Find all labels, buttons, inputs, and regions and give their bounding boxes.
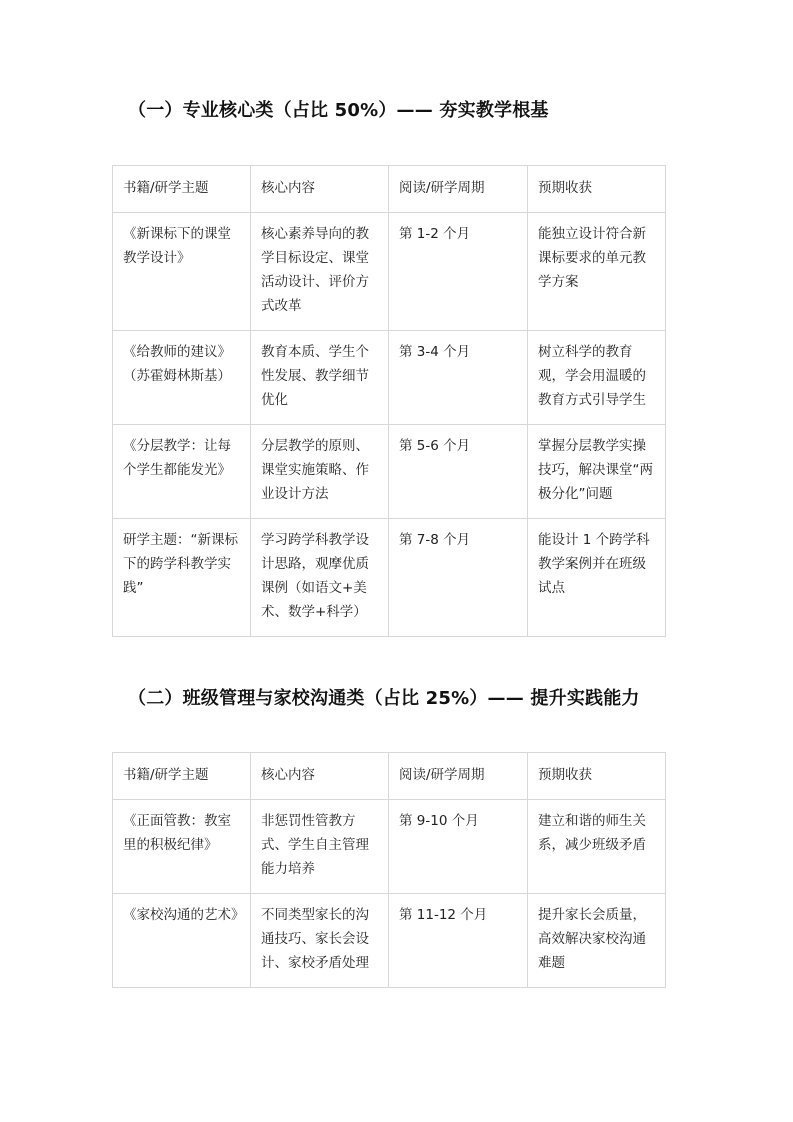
reading-plan-table-professional: [112, 165, 666, 637]
cell-content: 核心素养导向的教学目标设定、课堂活动设计、评价方式改革: [251, 213, 389, 331]
cell-outcome: 树立科学的教育观，学会用温暖的教育方式引导学生: [528, 331, 666, 425]
table-row: [113, 894, 666, 988]
header-cell-outcome: 预期收获: [528, 166, 666, 213]
cell-content: 学习跨学科教学设计思路，观摩优质课例（如语文+美术、数学+科学）: [251, 519, 389, 637]
section-heading-professional-core: （一）专业核心类（占比 50%）—— 夯实教学根基: [128, 100, 549, 121]
reading-plan-table-class-management: [112, 752, 666, 988]
cell-period: 第 1-2 个月: [389, 213, 528, 331]
cell-outcome: 提升家长会质量，高效解决家校沟通难题: [528, 894, 666, 988]
cell-outcome: 能设计 1 个跨学科教学案例并在班级试点: [528, 519, 666, 637]
section-heading-class-management: （二）班级管理与家校沟通类（占比 25%）—— 提升实践能力: [128, 688, 640, 709]
table-row: [113, 425, 666, 519]
header-cell-topic: 书籍/研学主题: [113, 166, 251, 213]
cell-content: 分层教学的原则、课堂实施策略、作业设计方法: [251, 425, 389, 519]
cell-content: 非惩罚性管教方式、学生自主管理能力培养: [251, 800, 389, 894]
cell-outcome: 能独立设计符合新课标要求的单元教学方案: [528, 213, 666, 331]
cell-topic: 《分层教学：让每个学生都能发光》: [113, 425, 251, 519]
table-header-row: [113, 166, 666, 213]
table-row: [113, 213, 666, 331]
table-row: [113, 800, 666, 894]
cell-topic: 研学主题：“新课标下的跨学科教学实践”: [113, 519, 251, 637]
cell-topic: 《给教师的建议》（苏霍姆林斯基）: [113, 331, 251, 425]
cell-topic: 《家校沟通的艺术》: [113, 894, 251, 988]
cell-outcome: 建立和谐的师生关系，减少班级矛盾: [528, 800, 666, 894]
cell-outcome: 掌握分层教学实操技巧，解决课堂“两极分化”问题: [528, 425, 666, 519]
cell-period: 第 9-10 个月: [389, 800, 528, 894]
header-cell-topic: 书籍/研学主题: [113, 753, 251, 800]
cell-period: 第 11-12 个月: [389, 894, 528, 988]
header-cell-period: 阅读/研学周期: [389, 753, 528, 800]
cell-period: 第 7-8 个月: [389, 519, 528, 637]
cell-topic: 《新课标下的课堂教学设计》: [113, 213, 251, 331]
header-cell-period: 阅读/研学周期: [389, 166, 528, 213]
cell-content: 不同类型家长的沟通技巧、家长会设计、家校矛盾处理: [251, 894, 389, 988]
header-cell-outcome: 预期收获: [528, 753, 666, 800]
header-cell-content: 核心内容: [251, 753, 389, 800]
header-cell-content: 核心内容: [251, 166, 389, 213]
cell-content: 教育本质、学生个性发展、教学细节优化: [251, 331, 389, 425]
cell-period: 第 5-6 个月: [389, 425, 528, 519]
table-header-row: [113, 753, 666, 800]
cell-period: 第 3-4 个月: [389, 331, 528, 425]
table-row: [113, 519, 666, 637]
table-row: [113, 331, 666, 425]
cell-topic: 《正面管教：教室里的积极纪律》: [113, 800, 251, 894]
